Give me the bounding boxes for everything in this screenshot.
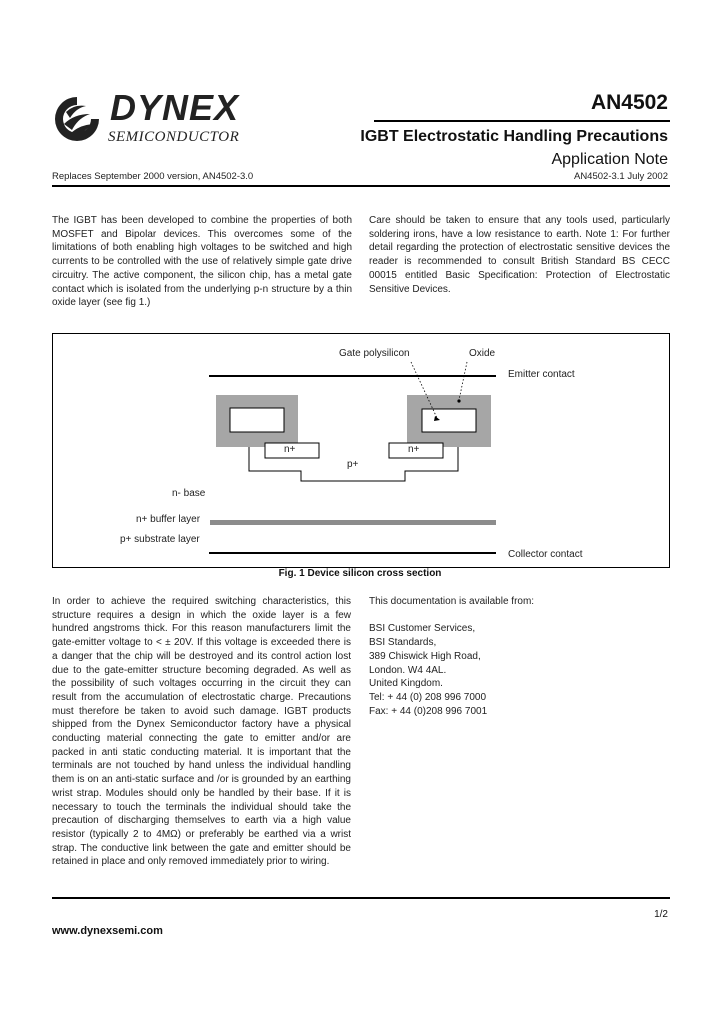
doc-title: IGBT Electrostatic Handling Precautions — [360, 128, 668, 145]
oxide-leader — [459, 362, 467, 400]
label-collector-contact: Collector contact — [508, 549, 583, 560]
top-rule — [52, 185, 670, 187]
figure-caption: Fig. 1 Device silicon cross section — [278, 568, 442, 579]
address-phone: Tel: + 44 (0) 208 996 7000 — [369, 691, 487, 703]
address-fax: Fax: + 44 (0)208 996 7001 — [369, 705, 488, 717]
left-gate-polysilicon — [230, 408, 284, 432]
label-oxide: Oxide — [469, 348, 496, 359]
brand-name: DYNEX — [110, 87, 240, 128]
figure-1 — [52, 333, 670, 568]
body-right — [369, 595, 670, 718]
label-p-plus: p+ — [347, 459, 359, 470]
body-left — [52, 595, 351, 869]
address-line: United Kingdom. — [369, 678, 443, 690]
page-number: 1/2 — [654, 909, 668, 920]
availability-text: This documentation is available from: — [369, 596, 535, 607]
label-n-plus-left: n+ — [284, 444, 296, 455]
intro-right — [369, 214, 670, 296]
intro-left — [52, 214, 352, 310]
oxide-marker — [457, 399, 460, 402]
address-line: BSI Standards, — [369, 637, 437, 649]
n-buffer-layer — [210, 520, 496, 525]
doc-number: AN4502 — [590, 91, 668, 114]
brand-sub: SEMICONDUCTOR — [108, 129, 240, 145]
footer-rule — [52, 897, 670, 899]
label-gate-polysilicon: Gate polysilicon — [339, 348, 410, 359]
intro-left-text: The IGBT has been developed to combine the properties of both MOSFET and Bipolar devices. This overcomes some of the limitations of both enabling high voltages to be switched and high currents to be controlled with the use of relatively simple gate drive circuitry. The active component, the silicon chip, has a metal gate contact which is isolated from the underlying p-n structure by a thin oxide layer (see fig 1.) — [52, 215, 352, 309]
label-emitter-contact: Emitter contact — [508, 369, 575, 380]
body-left-text: In order to achieve the required switching characteristics, this structure requires a design in which the oxide layer is a few hundred angstroms thick. For this reason manufacturers limit the gate-emitter voltage to < ± 20V. If this voltage is exceeded there is a danger that the chip will be destroyed and its control action lost due to the gate-emitter structure becoming degraded. As well as the possibility of such voltages occurring in the circuit they can result from the accumulation of electrostatic charge. Precautions must therefore be taken to avoid such damage. IGBT products shipped from the Dynex Semiconductor factory have a physical conducting material connecting the gate to emitter and/or are packed in anti static conducting material. It is important that the terminals are not touched by hand unless the individual handling them is on an anti-static surface and /or is grounded by an earthing wrist strap. Modules should only be handled by their base. If it is necessary to touch the terminals the individual should take the precaution of discharging themselves to earth via a high value resistor (typically 2 to 4MΩ) or preferably be earthed via a wrist strap. The conductive link between the gate and emitter should be retained in place and only removed immediately prior to wiring. — [52, 596, 351, 868]
doc-type: Application Note — [551, 151, 668, 168]
label-n-plus-right: n+ — [408, 444, 420, 455]
footer-url[interactable]: www.dynexsemi.com — [52, 925, 163, 937]
right-gate-polysilicon — [422, 409, 476, 432]
address-line: 389 Chiswick High Road, — [369, 650, 481, 662]
label-p-substrate: p+ substrate layer — [120, 534, 200, 545]
intro-right-text: Care should be taken to ensure that any tools used, particularly soldering irons, have a low resistance to earth. Note 1: For further detail regarding the protection of electrostatic sensitive devices the reader is recommended to consult British Standard BS CECC 00015 entitled Basic Specification: Protection of Electrostatic Sensitive Devices. — [369, 215, 670, 295]
device-cross-section-diagram — [53, 334, 669, 567]
address-line: BSI Customer Services, — [369, 623, 476, 635]
label-n-buffer: n+ buffer layer — [136, 514, 201, 525]
header-rule — [374, 120, 670, 122]
version-date: AN4502-3.1 July 2002 — [573, 171, 668, 182]
replaces-note: Replaces September 2000 version, AN4502-3.0 — [52, 171, 254, 182]
dynex-logo-icon — [52, 94, 102, 144]
logo — [52, 87, 252, 148]
address-line: London. W4 4AL. — [369, 664, 447, 676]
label-n-base: n- base — [172, 488, 206, 499]
